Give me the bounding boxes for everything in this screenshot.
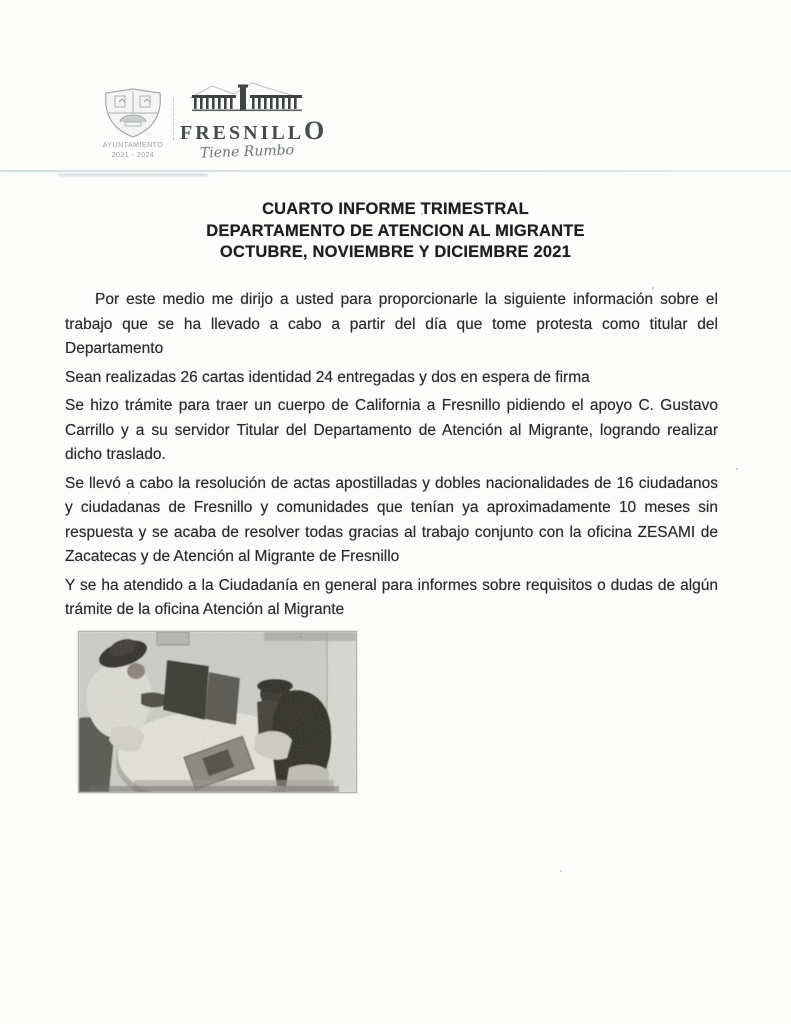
fresnillo-colonnade-icon [184,80,310,120]
scan-line-artifact [0,170,791,172]
logo-divider [173,98,174,140]
brand-name [180,116,325,145]
scan-speck [560,870,562,872]
brand-name-tail: O [304,116,325,145]
paragraph-atencion: Y se ha atendido a la Ciudadanía en general para informes sobre requisitos o dudas de algún trámite de la oficina Atención al Migrante [65,576,718,618]
scan-speck [421,213,423,215]
title-line-1: CUARTO INFORME TRIMESTRAL [262,200,529,218]
paragraph-intro: Por este medio me dirijo a usted para proporcionarle la siguiente información sobre el trabajo que se ha llevado a cabo a partir del día que tome protesta como titular del Departamento [65,291,718,357]
scan-speck [300,636,302,638]
brand-tagline: Tiene Rumbo [199,142,295,162]
crest-caption-line2: 2021 - 2024 [111,152,155,159]
report-body [65,288,718,793]
fresnillo-logo [180,80,325,162]
crest-caption-line1: AYUNTAMIENTO [102,142,164,149]
crest-shield-icon [98,86,168,140]
title-line-2: DEPARTAMENTO DE ATENCION AL MIGRANTE [206,221,585,240]
office-meeting-photo [78,631,357,793]
scan-speck [128,492,130,494]
scan-speck [736,468,738,470]
paragraph-traslado: Se hizo trámite para traer un cuerpo de California a Fresnillo pidiendo el apoyo C. Gustavo Carrillo y a su servidor Titular del Departamento de Atención al Migrante, logrando realizar dicho traslado. [65,397,718,463]
brand-name-head: FRESNILL [180,122,305,144]
paragraph-actas: Se llevó a cabo la resolución de actas apostilladas y dobles nacionalidades de 16 ciudadanos y ciudadanas de Fresnillo y comunidades que tenían ya aproximadamente 10 meses sin respuesta y se acaba de resolver todas gracias al trabajo conjunto con la oficina ZESAMI de Zacatecas y de Atención al Migrante de Fresnillo [65,474,718,565]
paragraph-cartas: Sean realizadas 26 cartas identidad 24 entregadas y dos en espera de firma [65,368,590,386]
scan-speck [652,287,654,290]
report-title [0,199,791,264]
title-line-3: OCTUBRE, NOVIEMBRE Y DICIEMBRE 2021 [219,243,572,261]
scan-smudge-artifact [58,174,208,176]
municipal-crest [92,86,174,160]
